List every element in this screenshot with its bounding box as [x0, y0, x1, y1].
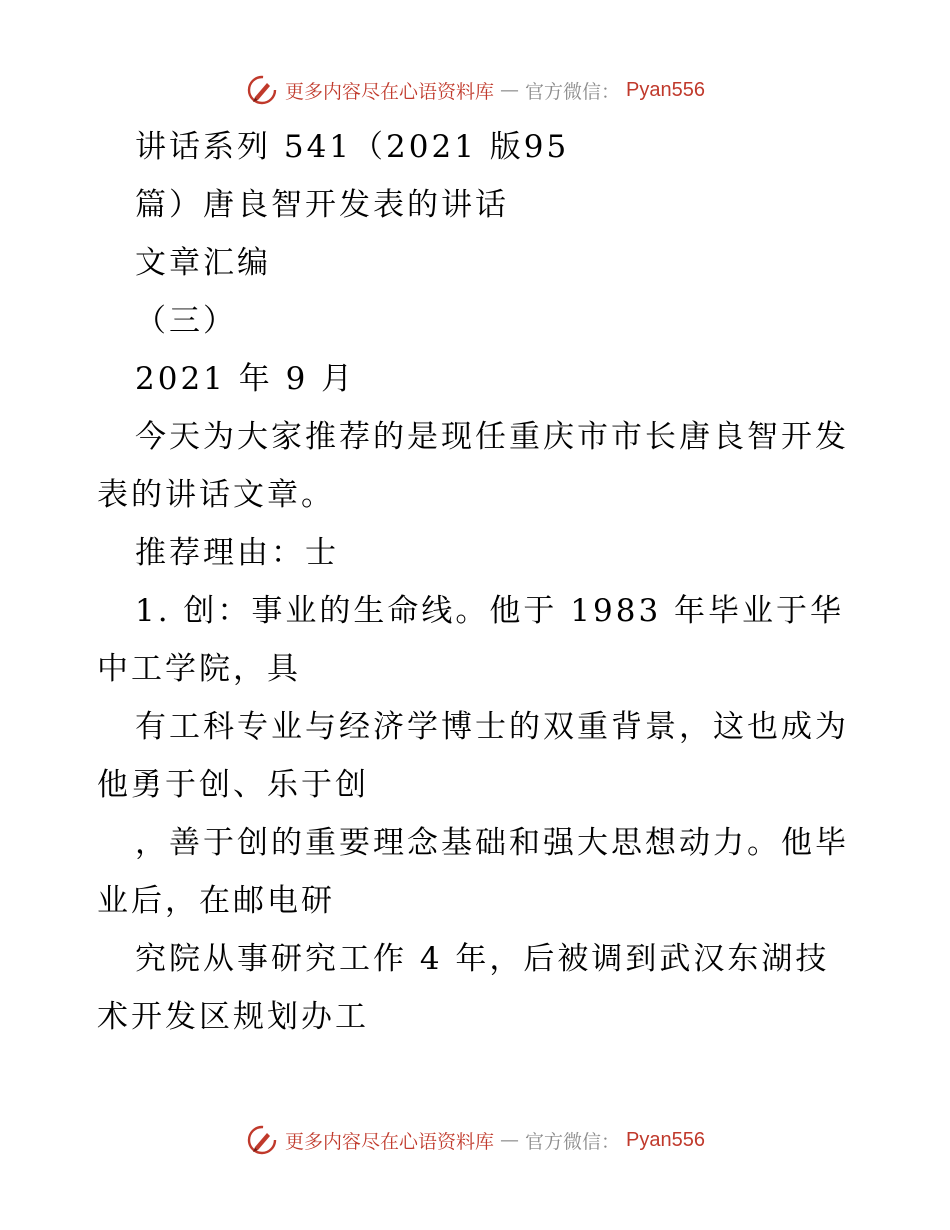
- paragraph-line: 术开发区规划办工: [97, 999, 369, 1035]
- date-line: 2021 年 9 月: [135, 361, 356, 397]
- watermark-wechat-label: 官方微信：: [525, 80, 621, 103]
- watermark-brand-text: 更多内容尽在心语资料库: [285, 80, 495, 103]
- paragraph-line: 推荐理由：士: [135, 535, 339, 571]
- document-body: [97, 118, 857, 1046]
- watermark-separator: —: [500, 79, 520, 101]
- watermark-wechat-id: Pyan556: [626, 78, 705, 101]
- paragraph-line: 今天为大家推荐的是现任重庆市市长唐良智开发: [135, 419, 849, 455]
- paragraph-line: 有工科专业与经济学博士的双重背景，这也成为: [135, 709, 849, 745]
- paragraph-line: 业后，在邮电研: [97, 883, 335, 919]
- watermark-separator: —: [500, 1129, 520, 1151]
- paragraph-line: 中工学院，具: [97, 651, 301, 687]
- title-line-3: 文章汇编: [135, 245, 271, 281]
- title-line-1: 讲话系列 541（2021 版95: [135, 129, 570, 165]
- brand-logo-icon: [245, 1123, 279, 1157]
- footer-watermark: [0, 1118, 950, 1162]
- title-line-2: 篇）唐良智开发表的讲话: [135, 187, 509, 223]
- title-line-4: （三）: [135, 303, 237, 339]
- watermark-brand-text: 更多内容尽在心语资料库: [285, 1130, 495, 1153]
- paragraph-line: 究院从事研究工作 4 年，后被调到武汉东湖技: [135, 941, 830, 977]
- brand-logo-icon: [245, 73, 279, 107]
- header-watermark: [0, 68, 950, 112]
- paragraph-line: 他勇于创、乐于创: [97, 767, 369, 803]
- paragraph-line: ，善于创的重要理念基础和强大思想动力。他毕: [135, 825, 849, 861]
- watermark-wechat-id: Pyan556: [626, 1128, 705, 1151]
- paragraph-line: 1. 创：事业的生命线。他于 1983 年毕业于华: [135, 593, 845, 629]
- watermark-wechat-label: 官方微信：: [525, 1130, 621, 1153]
- paragraph-line: 表的讲话文章。: [97, 477, 335, 513]
